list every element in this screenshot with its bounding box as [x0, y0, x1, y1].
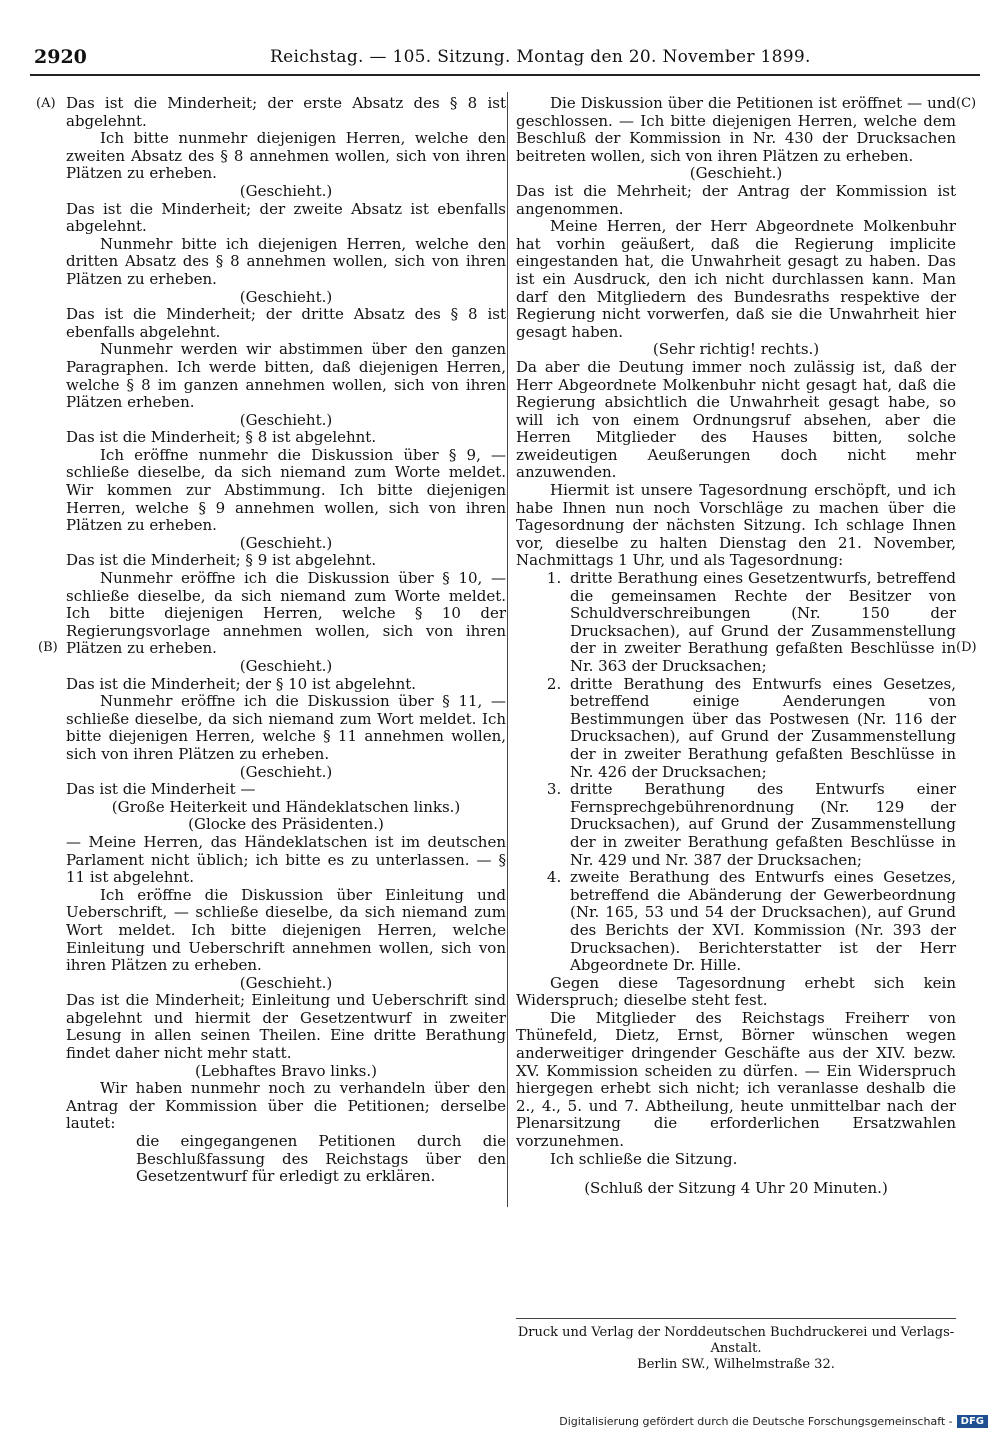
- margin-mark-a: (A): [36, 96, 56, 111]
- paragraph: Nunmehr werden wir abstimmen über den ganzen Paragraphen. Ich werde bitten, daß diejenigen Herren, welche § 8 im ganzen annehmen wollen, sich von ihren Plätzen erheben.: [66, 340, 506, 412]
- page-number: 2920: [34, 46, 87, 68]
- paragraph: Das ist die Minderheit; der dritte Absatz des § 8 ist ebenfalls abgelehnt.: [66, 305, 506, 341]
- stage-direction: (Geschieht.): [239, 533, 333, 552]
- paragraph: Das ist die Minderheit —: [66, 780, 256, 799]
- paragraph: Meine Herren, der Herr Abgeordnete Molkenbuhr hat vorhin geäußert, daß die Regierung implicite eingestanden hat, die Unwahrheit gesagt zu haben. Das ist ein Ausdruck, den ich nicht durchlassen kann. Man darf den Mitgliedern des Bundesraths respektive der Regierung nicht vorwerfen, daß sie die Unwahrheit hier gesagt haben.: [516, 217, 956, 341]
- stage-direction: (Geschieht.): [239, 657, 333, 675]
- credit-text: Digitalisierung gefördert durch die Deutsche Forschungsgemeinschaft -: [559, 1415, 953, 1428]
- paragraph: Das ist die Minderheit; § 9 ist abgelehnt.: [66, 551, 377, 570]
- paragraph: Ich eröffne nunmehr die Diskussion über § 9, — schließe dieselbe, da sich niemand zum Worte meldet. Wir kommen zur Abstimmung. Ich bitte diejenigen Herren, welche § 9 annehmen wollen, sich von ihren Plätzen zu erheben.: [66, 445, 506, 535]
- paragraph: Wir haben nunmehr noch zu verhandeln über den Antrag der Kommission über die Petitionen; derselbe lautet:: [66, 1079, 506, 1133]
- margin-mark-d: (D): [956, 640, 977, 655]
- stage-direction: (Sehr richtig! rechts.): [652, 340, 820, 359]
- paragraph: Da aber die Deutung immer noch zulässig ist, daß der Herr Abgeordnete Molkenbuhr nicht gesagt hat, daß die Regierung absichtlich die Unwahrheit gesagt habe, so will ich von einem Ordnungsruf absehen, aber die Herren Mitglieder des Hauses bitten, solche zweideutigen Aeußerungen doch nicht mehr anzuwenden.: [516, 357, 956, 482]
- paragraph: Das ist die Minderheit; der zweite Absatz ist ebenfalls abgelehnt.: [66, 199, 506, 236]
- page-header: [30, 44, 980, 76]
- running-title: Reichstag. — 105. Sitzung. Montag den 20. November 1899.: [270, 47, 811, 67]
- paragraph: Die Diskussion über die Petitionen ist eröffnet — und geschlossen. — Ich bitte diejenigen Herren, welche dem Beschluß der Kommission in Nr. 430 der Drucksachen beitreten wollen, sich von ihren Plätzen zu erheben.: [516, 94, 956, 165]
- left-column: [66, 95, 506, 1186]
- stage-direction: (Geschieht.): [239, 181, 333, 200]
- paragraph: Nunmehr eröffne ich die Diskussion über § 10, — schließe dieselbe, da sich niemand zum Worte meldet. Ich bitte diejenigen Herren, welche § 10 der Regierungsvorlage annehmen wollen, sich von ihren Plätzen zu erheben.: [66, 569, 506, 658]
- paragraph: — Meine Herren, das Händeklatschen ist im deutschen Parlament nicht üblich; ich bitte es zu unterlassen. — § 11 ist abgelehnt.: [66, 832, 506, 887]
- motion-quote: die eingegangenen Petitionen durch die Beschlußfassung des Reichstags über den Gesetzentwurf für erledigt zu erklären.: [136, 1132, 506, 1186]
- paragraph: Hiermit ist unsere Tagesordnung erschöpft, und ich habe Ihnen nun noch Vorschläge zu machen über die Tagesordnung der nächsten Sitzung. Ich schlage Ihnen vor, dieselbe zu halten Dienstag den 21. November, Nachmittags 1 Uhr, und als Tagesordnung:: [516, 481, 956, 570]
- stage-direction: (Geschieht.): [239, 287, 333, 306]
- paragraph: Gegen diese Tagesordnung erhebt sich kein Widerspruch; dieselbe steht fest.: [516, 973, 956, 1010]
- agenda-item: 2. dritte Berathung des Entwurfs eines Gesetzes, betreffend einige Aenderungen von Bestimmungen über das Postwesen (Nr. 116 der Drucksachen), auf Grund der Zusammenstellung der in zweiter Berathung gefaßten Beschlüsse in Nr. 426 der Drucksachen;: [566, 676, 956, 782]
- paragraph: Ich schließe die Sitzung.: [550, 1149, 738, 1168]
- session-closing: (Schluß der Sitzung 4 Uhr 20 Minuten.): [584, 1179, 888, 1198]
- paragraph: Das ist die Minderheit; § 8 ist abgelehnt.: [66, 428, 377, 447]
- paragraph: Das ist die Minderheit; der erste Absatz des § 8 ist abgelehnt.: [66, 94, 506, 130]
- paragraph: Das ist die Mehrheit; der Antrag der Kommission ist angenommen.: [516, 181, 956, 218]
- margin-mark-c: (C): [956, 96, 977, 111]
- imprint: [516, 1318, 956, 1373]
- column-divider: [507, 92, 508, 1207]
- imprint-line: Druck und Verlag der Norddeutschen Buchdruckerei und Verlags-Anstalt.: [517, 1325, 955, 1356]
- paragraph: Das ist die Minderheit; Einleitung und Ueberschrift sind abgelehnt und hiermit der Gesetzentwurf in zweiter Lesung in allen seinen Theilen. Eine dritte Berathung findet daher nicht mehr statt.: [66, 991, 506, 1063]
- agenda-item: 4. zweite Berathung des Entwurfs eines Gesetzes, betreffend die Abänderung der Gewerbeordnung (Nr. 165, 53 und 54 der Drucksachen), auf Grund des Berichts der XVI. Kommission (Nr. 393 der Drucksachen). Berichterstatter ist der Herr Abgeordnete Dr. Hille.: [566, 869, 956, 975]
- paragraph: Ich bitte nunmehr diejenigen Herren, welche den zweiten Absatz des § 8 annehmen wollen, sich von ihren Plätzen zu erheben.: [66, 129, 506, 183]
- paragraph: Ich eröffne die Diskussion über Einleitung und Ueberschrift, — schließe dieselbe, da sich niemand zum Wort meldet. Ich bitte diejenigen Herren, welche Einleitung und Ueberschrift annehmen wollen, sich von ihren Plätzen zu erheben.: [66, 885, 506, 975]
- imprint-line: Berlin SW., Wilhelmstraße 32.: [637, 1357, 835, 1372]
- paragraph: Nunmehr bitte ich diejenigen Herren, welche den dritten Absatz des § 8 annehmen wollen, sich von ihren Plätzen zu erheben.: [66, 234, 506, 288]
- stage-direction: (Glocke des Präsidenten.): [188, 815, 384, 834]
- stage-direction: (Geschieht.): [239, 762, 333, 781]
- margin-mark-b: (B): [38, 640, 58, 655]
- agenda-item: 3. dritte Berathung des Entwurfs einer Fernsprechgebührenordnung (Nr. 129 der Drucksachen), auf Grund der Zusammenstellung der in zweiter Berathung gefaßten Beschlüsse in Nr. 429 und Nr. 387 der Drucksachen;: [566, 781, 956, 869]
- stage-direction: (Geschieht.): [689, 164, 783, 183]
- stage-direction: (Geschieht.): [239, 410, 333, 429]
- paragraph: Nunmehr eröffne ich die Diskussion über § 11, — schließe dieselbe, da sich niemand zum Wort meldet. Ich bitte diejenigen Herren, welche § 11 annehmen wollen, sich von ihren Plätzen zu erheben.: [66, 692, 506, 763]
- stage-direction: (Große Heiterkeit und Händeklatschen links.): [111, 797, 461, 816]
- stage-direction: (Lebhaftes Bravo links.): [195, 1061, 377, 1080]
- paragraph: Die Mitglieder des Reichstags Freiherr von Thünefeld, Dietz, Ernst, Börner wünschen wegen anderweitiger dringender Geschäfte aus der XIV. bezw. XV. Kommission scheiden zu dürfen. — Ein Widerspruch hiergegen erhebt sich nicht; ich veranlasse deshalb die 2., 4., 5. und 7. Abtheilung, heute unmittelbar nach der Plenarsitzung die erforderlichen Ersatzwahlen vorzunehmen.: [516, 1008, 956, 1151]
- right-column: [516, 95, 956, 1198]
- agenda-item: 1. dritte Berathung eines Gesetzentwurfs, betreffend die gemeinsamen Rechte der Besitzer von Schuldverschreibungen (Nr. 150 der Drucksachen), auf Grund der Zusammenstellung der in zweiter Berathung gefaßten Beschlüsse in Nr. 363 der Drucksachen;: [566, 570, 956, 676]
- dfg-logo: DFG: [957, 1415, 988, 1428]
- stage-direction: (Geschieht.): [239, 973, 333, 992]
- digitization-credit: [559, 1415, 988, 1428]
- paragraph: Das ist die Minderheit; der § 10 ist abgelehnt.: [66, 674, 417, 693]
- agenda-list: [516, 570, 956, 975]
